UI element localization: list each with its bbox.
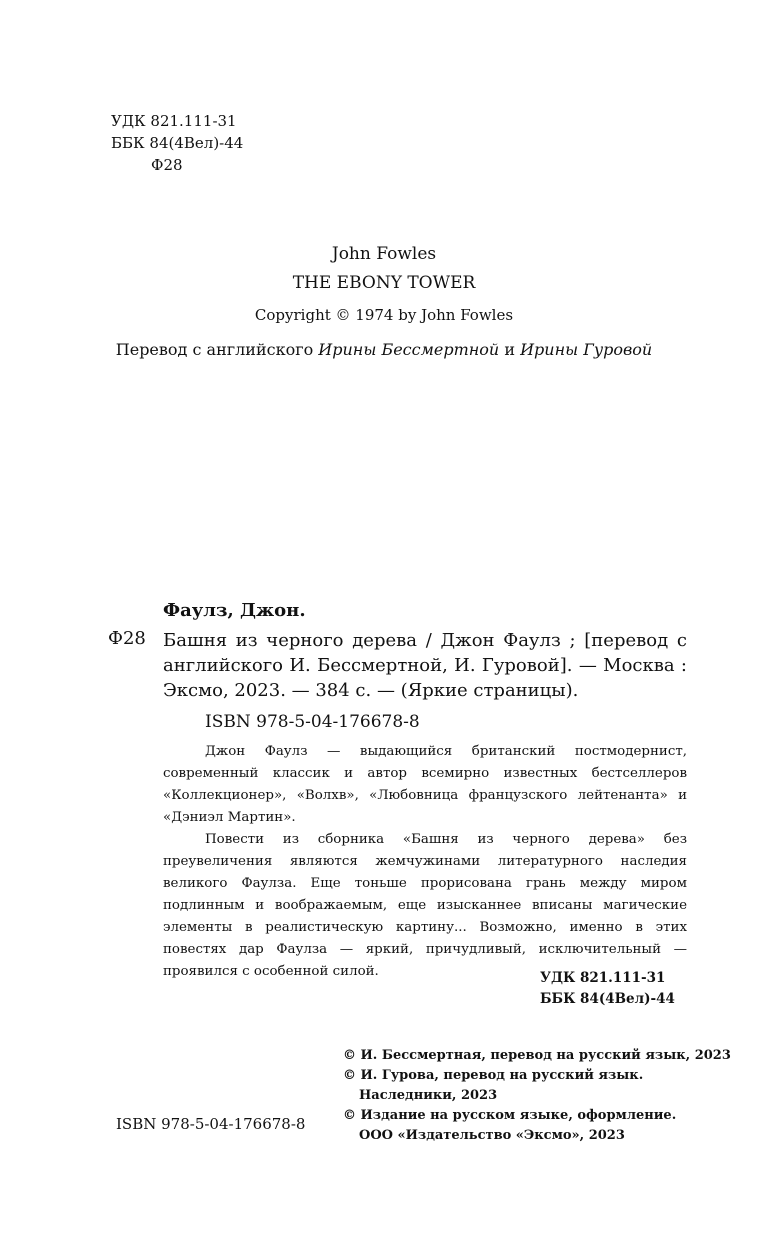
annotation-paragraph-2: Повести из сборника «Башня из черного дерева» без преувеличения являются жемчужинами литературного наследия великого Фаулза. Еще тоньше прорисована грань между миром подлинным и воображаемым, еще изысканнее вписаны магические элементы в реалистическую картину... Возможно, именно в этих повестях дар Фаулза — яркий, причудливый, исключительный — проявился с особенной силой.: [163, 832, 687, 979]
translator-2: Ирины Гуровой: [520, 340, 653, 359]
annotation-paragraph-1: Джон Фаулз — выдающийся британский постмодернист, современный классик и автор всемирно известных бестселлеров «Коллекционер», «Волхв», «Любовница французского лейтенанта» и «Дэниэл Мартин».: [163, 744, 687, 825]
udk-code-bottom: УДК 821.111-31: [540, 970, 666, 986]
translation-conj: и: [499, 340, 521, 359]
copyright-line-1: © И. Бессмертная, перевод на русский язык, 2023: [343, 1048, 731, 1063]
annotation: [163, 741, 687, 983]
udk-code: УДК 821.111-31: [111, 112, 237, 130]
copyright-line-2: © И. Гурова, перевод на русский язык.: [343, 1068, 644, 1083]
translator-1: Ирины Бессмертной: [318, 340, 500, 359]
original-copyright: Copyright © 1974 by John Fowles: [254, 306, 514, 324]
author-sign: Ф28: [151, 156, 183, 174]
copyright-notices: [343, 1046, 731, 1146]
entry-author-heading: Фаулз, Джон.: [163, 600, 306, 621]
entry-isbn: ISBN 978-5-04-176678-8: [205, 712, 420, 732]
translation-prefix: Перевод с английского: [115, 340, 319, 359]
isbn-bottom: ISBN 978-5-04-176678-8: [116, 1115, 306, 1133]
translation-credit: [0, 340, 768, 359]
classification-codes-top: [111, 110, 243, 176]
copyright-line-3: Наследники, 2023: [359, 1088, 498, 1103]
classification-codes-bottom: [540, 968, 687, 1010]
entry-author-sign: Ф28: [108, 628, 146, 649]
copyright-line-4: © Издание на русском языке, оформление.: [343, 1108, 677, 1123]
copyright-line-5: ООО «Издательство «Эксмо», 2023: [359, 1128, 625, 1143]
original-title: THE EBONY TOWER: [292, 273, 476, 293]
bbk-code: ББК 84(4Вел)-44: [111, 134, 244, 152]
original-author: John Fowles: [331, 244, 437, 264]
bibliographic-description: Башня из черного дерева / Джон Фаулз ; [перевод с английского И. Бессмертной, И. Гуровой]. — Москва : Эксмо, 2023. — 384 с. — (Яркие страницы).: [163, 630, 687, 701]
bbk-code-bottom: ББК 84(4Вел)-44: [540, 991, 675, 1007]
